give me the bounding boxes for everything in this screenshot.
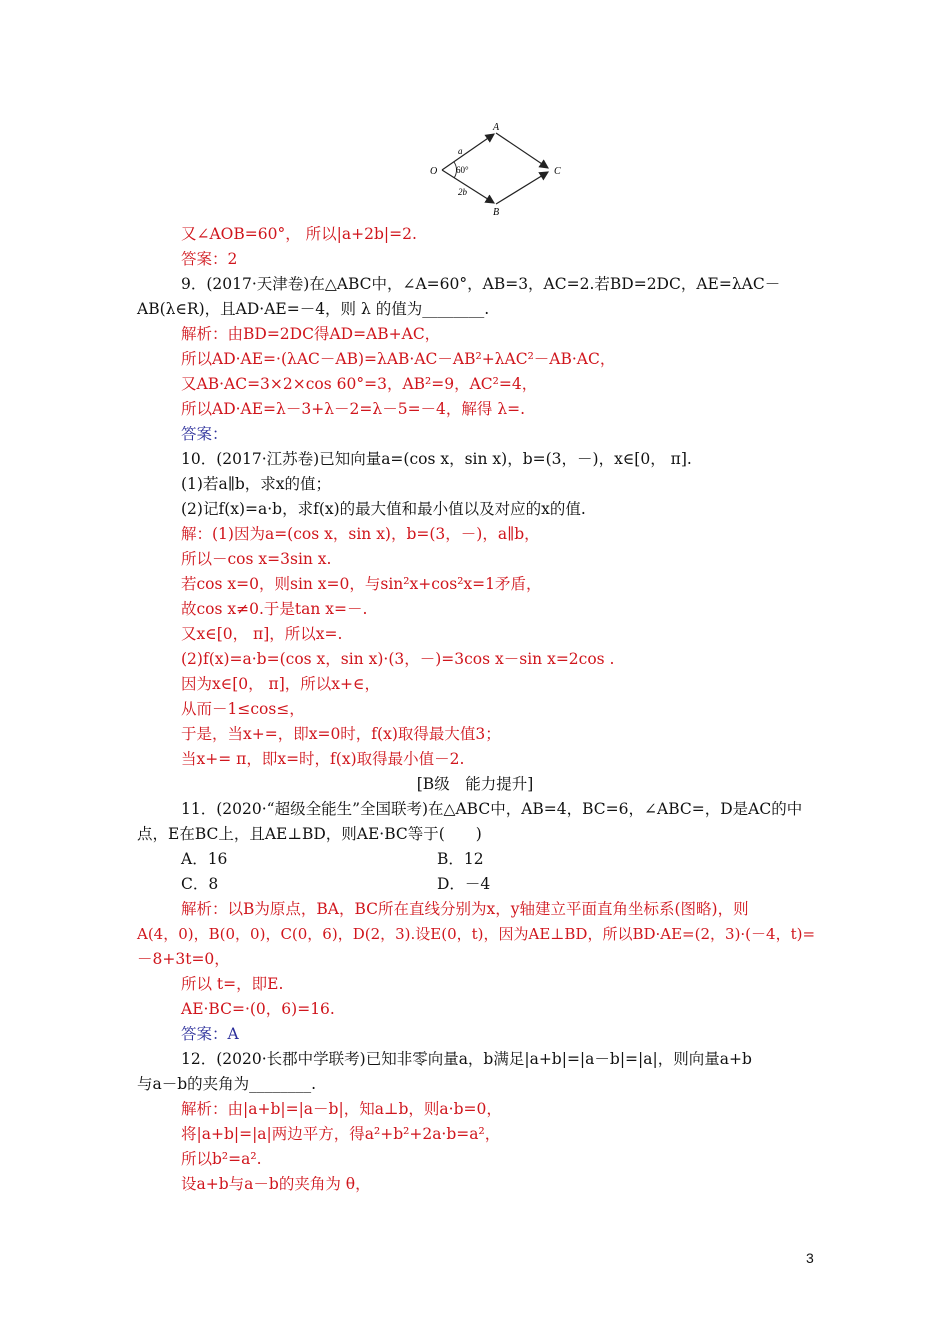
text-line: 设a+b与a－b的夹角为 θ， [181, 1175, 371, 1193]
page-number: 3 [806, 1250, 814, 1266]
text-line: 又∠AOB=60°， 所以|a+2b|=2. [181, 225, 417, 243]
text-line: A(4，0)，B(0，0)，C(0，6)，D(2，3).设E(0，t)，因为AE⊥BD，所以BD·AE=(2，3)·(－4，t)= [137, 925, 816, 943]
vector-ac [496, 133, 548, 168]
text-line: 所以 t=，即E. [181, 975, 284, 993]
text-line: 于是，当x+=，即x=0时，f(x)取得最大值3； [181, 725, 501, 743]
text-line: －8+3t=0， [137, 950, 230, 968]
question-11-cont: 点，E在BC上，且AE⊥BD，则AE·BC等于( ) [137, 825, 482, 843]
option-d: D．－4 [437, 875, 491, 893]
section-heading: [B级 能力提升] [416, 775, 534, 793]
question-9-cont: AB(λ∈R)，且AD·AE=－4，则 λ 的值为________. [137, 300, 490, 318]
text-line: 解析：以B为原点，BA，BC所在直线分别为x，y轴建立平面直角坐标系(图略)，则 [181, 900, 749, 918]
text-line: 将|a+b|=|a|两边平方，得a²+b²+2a·b=a²， [181, 1125, 501, 1143]
label-vector-2b: 2b [458, 187, 467, 197]
option-c: C．8 [181, 875, 219, 893]
text-line: 故cos x≠0.于是tan x=－. [181, 600, 368, 618]
text-line: 从而－1≤cos≤， [181, 700, 305, 718]
question-12: 12．(2020·长郡中学联考)已知非零向量a，b满足|a+b|=|a－b|=|a|，则向量a+b [181, 1050, 752, 1068]
text-line: 当x+= π，即x=时，f(x)取得最小值－2. [181, 750, 465, 768]
answer-line: 答案：A [181, 1025, 239, 1043]
option-b: B．12 [437, 850, 484, 868]
answer-line: 答案： [181, 425, 228, 443]
text-line: 所以－cos x=3sin x. [181, 550, 332, 568]
label-angle: 60° [456, 165, 469, 175]
text-line: 又AB·AC=3×2×cos 60°=3，AB²=9，AC²=4， [181, 375, 538, 393]
text-line: 因为x∈[0， π]，所以x+∈， [181, 675, 380, 693]
answer-line: 答案：2 [181, 250, 238, 268]
label-vector-a: a [458, 146, 463, 156]
text-line: 所以b²=a². [181, 1150, 262, 1168]
label-o-vertex: O [430, 166, 438, 177]
text-line: 解析：由BD=2DC得AD=AB+AC， [181, 325, 441, 343]
question-11: 11．(2020·“超级全能生”全国联考)在△ABC中，AB=4，BC=6，∠ABC=，D是AC的中 [181, 800, 803, 818]
text-line: AE·BC=·(0，6)=16. [181, 1000, 335, 1018]
label-c-vertex: C [554, 166, 561, 177]
question-10-part1: (1)若a∥b，求x的值； [181, 475, 332, 493]
question-10: 10．(2017·江苏卷)已知向量a=(cos x，sin x)，b=(3，－)，x∈[0， π]. [181, 450, 692, 468]
text-line: 所以AD·AE=·(λAC－AB)=λAB·AC－AB²+λAC²－AB·AC， [181, 350, 616, 368]
question-10-part2: (2)记f(x)=a·b，求f(x)的最大值和最小值以及对应的x的值. [181, 500, 586, 518]
text-line: (2)f(x)=a·b=(cos x，sin x)·(3，－)=3cos x－sin x=2cos . [181, 650, 615, 668]
text-line: 所以AD·AE=λ－3+λ－2=λ－5=－4，解得 λ=. [181, 400, 526, 418]
option-a: A．16 [181, 850, 228, 868]
text-line: 解：(1)因为a=(cos x，sin x)，b=(3，－)，a∥b， [181, 525, 540, 543]
vector-bc [496, 172, 548, 204]
label-b-vertex: B [493, 207, 500, 218]
question-9: 9．(2017·天津卷)在△ABC中，∠A=60°，AB=3，AC=2.若BD=2DC，AE=λAC－ [181, 275, 781, 293]
label-a-vertex: A [493, 122, 500, 133]
text-line: 又x∈[0， π]，所以x=. [181, 625, 343, 643]
text-line: 若cos x=0，则sin x=0，与sin²x+cos²x=1矛盾， [181, 575, 542, 593]
rhombus-vector-diagram [420, 118, 580, 218]
text-line: 解析：由|a+b|=|a－b|，知a⊥b，则a·b=0， [181, 1100, 502, 1118]
question-12-cont: 与a－b的夹角为________. [137, 1075, 317, 1093]
